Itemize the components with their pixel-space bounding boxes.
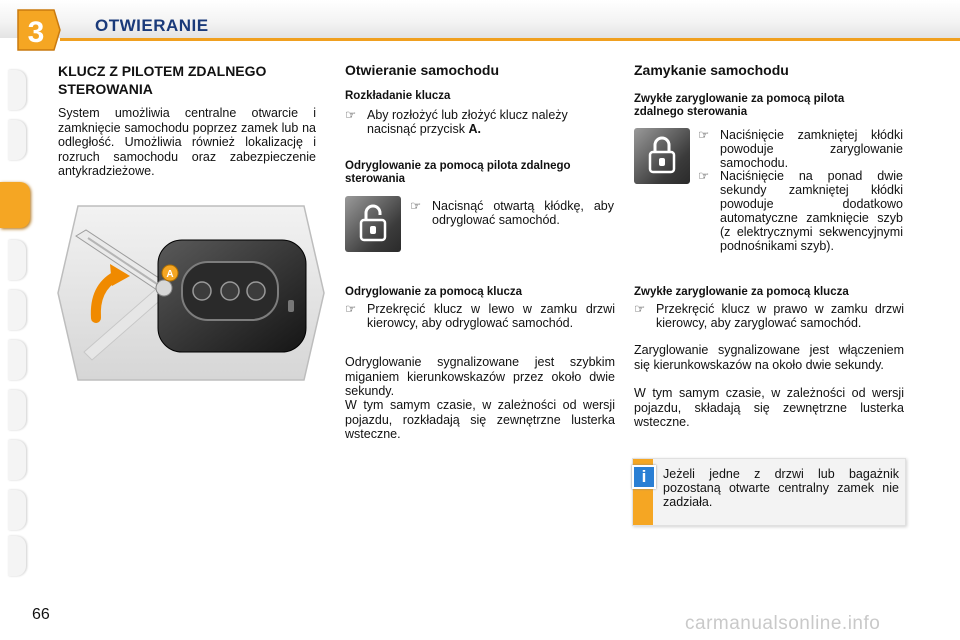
key-illustration xyxy=(56,202,326,384)
remote-lock-text-1: Naciśnięcie zamkniętej kłódki powoduje zaryglowanie samochodu. xyxy=(720,128,903,170)
key-unlock-text: Przekręcić klucz w lewo w zamku drzwi kierowcy, aby odryglować samochód. xyxy=(367,302,615,330)
closed-padlock-icon xyxy=(634,128,690,184)
key-unlock-step xyxy=(345,302,615,330)
chapter-tab[interactable] xyxy=(8,440,26,480)
unfold-key-title: Rozkładanie klucza xyxy=(345,90,451,102)
remote-unlock-step xyxy=(410,199,614,227)
remote-lock-title: Zwykłe zaryglowanie za pomocą pilota zdalnego sterowania xyxy=(634,93,845,118)
pointer-icon: ☞ xyxy=(345,108,357,122)
chapter-tab[interactable] xyxy=(8,536,26,576)
column-key-intro xyxy=(58,62,316,179)
unfold-key-step xyxy=(345,108,615,136)
unfold-key-button: A. xyxy=(468,122,481,136)
remote-lock-step-1 xyxy=(698,128,903,170)
header-underline xyxy=(60,38,960,41)
key-lock-step xyxy=(634,302,904,330)
section-title: KLUCZ Z PILOTEM ZDALNEGO STEROWANIA xyxy=(58,63,267,97)
info-text: Jeżeli jedne z drzwi lub bagażnik pozostaną otwarte centralny zamek nie zadziała. xyxy=(663,467,899,509)
chapter-tab[interactable] xyxy=(8,240,26,280)
key-button-label: A xyxy=(166,269,174,280)
page-number: 66 xyxy=(32,606,50,623)
unlock-mirrors-paragraph: W tym samym czasie, w zależności od wersji pojazdu, rozkładają się zewnętrzne lusterka wsteczne. xyxy=(345,398,615,441)
opening-title: Otwieranie samochodu xyxy=(345,62,500,78)
chapter-number: 3 xyxy=(27,16,45,49)
chapter-tab[interactable] xyxy=(8,490,26,530)
key-lock-text: Przekręcić klucz w prawo w zamku drzwi kierowcy, aby zaryglować samochód. xyxy=(656,302,904,330)
chapter-tab[interactable] xyxy=(8,290,26,330)
watermark: carmanualsonline.info xyxy=(685,613,881,634)
intro-paragraph: System umożliwia centralne otwarcie i zamknięcie samochodu poprzez zamek lub na odległość. Umożliwia również lokalizację i rozruch samochodu oraz zabezpieczenie antykradzieżowe. xyxy=(58,106,316,178)
key-lock-title: Zwykłe zaryglowanie za pomocą klucza xyxy=(634,286,849,298)
pointer-icon: ☞ xyxy=(698,128,710,142)
remote-unlock-title: Odryglowanie za pomocą pilota zdalnego sterowania xyxy=(345,160,571,185)
remote-unlock-text: Nacisnąć otwartą kłódkę, aby odryglować samochód. xyxy=(432,199,614,227)
chapter-title: OTWIERANIE xyxy=(95,16,209,35)
pointer-icon: ☞ xyxy=(410,199,422,213)
pointer-icon: ☞ xyxy=(345,302,357,316)
remote-lock-step-2 xyxy=(698,169,903,253)
unfold-key-text: Aby rozłożyć lub złożyć klucz należy nacisnąć przycisk xyxy=(367,108,568,136)
locking-title: Zamykanie samochodu xyxy=(634,62,789,78)
key-unlock-title: Odryglowanie za pomocą klucza xyxy=(345,286,523,298)
remote-lock-text-2: Naciśnięcie na ponad dwie sekundy zamkniętej kłódki powoduje dodatkowo automatyczne zamknięcie szyb (z elektrycznymi sekwencyjnymi podnośnikami szyb). xyxy=(720,169,903,253)
chapter-tab[interactable] xyxy=(8,70,26,110)
chapter-tab[interactable] xyxy=(8,120,26,160)
chapter-tab-active[interactable] xyxy=(0,182,30,228)
chapter-tab[interactable] xyxy=(8,390,26,430)
chapter-number-badge xyxy=(14,8,62,52)
info-icon: i xyxy=(632,465,656,489)
pointer-icon: ☞ xyxy=(698,169,710,183)
open-padlock-icon xyxy=(345,196,401,252)
info-note xyxy=(632,458,906,526)
chapter-tab[interactable] xyxy=(8,340,26,380)
chapter-tabs xyxy=(0,70,34,580)
lock-signal-paragraph: Zaryglowanie sygnalizowane jest włączeniem się kierunkowskazów na około dwie sekundy. xyxy=(634,343,904,372)
pointer-icon: ☞ xyxy=(634,302,646,316)
lock-mirrors-paragraph: W tym samym czasie, w zależności od wersji pojazdu, składają się zewnętrzne lusterka wsteczne. xyxy=(634,386,904,429)
unlock-signal-paragraph: Odryglowanie sygnalizowane jest szybkim miganiem kierunkowskazów przez około dwie sekundy. xyxy=(345,355,615,398)
